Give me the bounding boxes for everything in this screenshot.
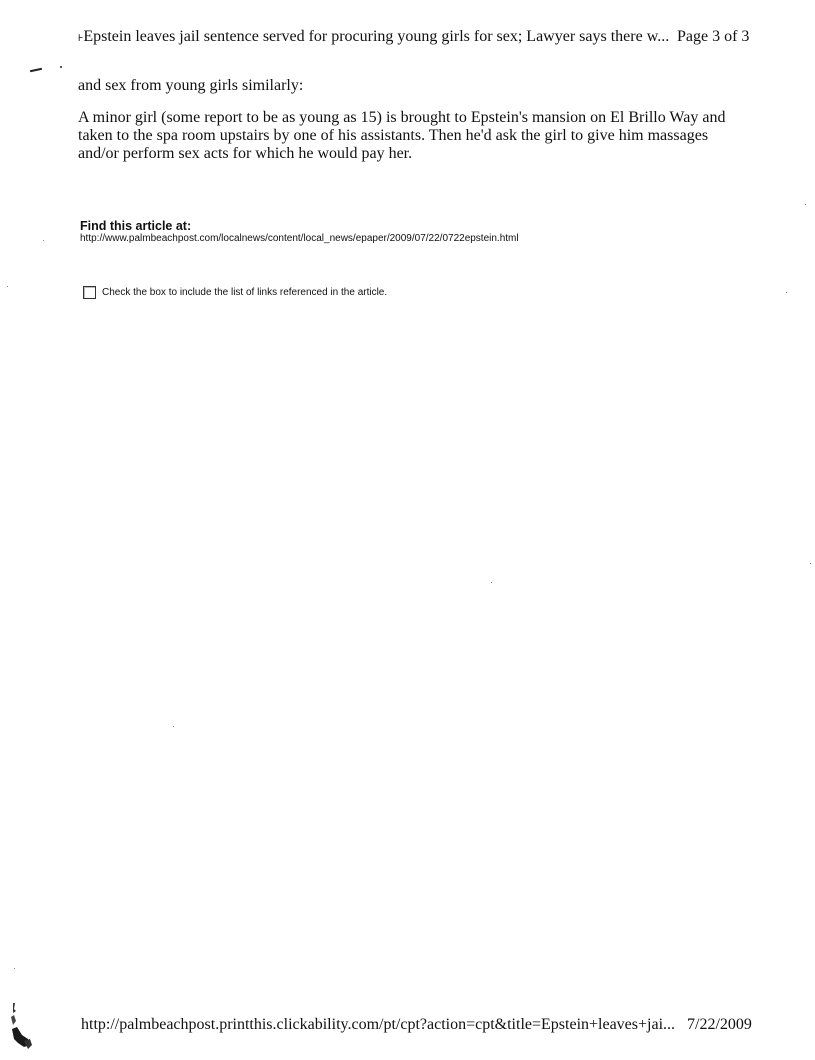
page-header xyxy=(0,28,815,52)
scan-speck xyxy=(805,204,806,205)
scan-speck xyxy=(810,563,811,564)
scan-speck xyxy=(43,240,44,241)
article-paragraph: A minor girl (some report to be as young as 15) is brought to Epstein's mansion on El Brillo Way and taken to the spa room upstairs by one of his assistants. Then he'd ask the girl to give him massages and/or perform sex acts for which he would pay her. xyxy=(78,109,726,162)
scan-speck xyxy=(14,968,15,969)
scan-speck xyxy=(786,292,787,293)
footer-url: http://palmbeachpost.printthis.clickability.com/pt/cpt?action=cpt&title=Epstein+leaves+jai... xyxy=(81,1016,676,1033)
scan-speck xyxy=(7,286,8,287)
footer-date: 7/22/2009 xyxy=(687,1016,752,1033)
scan-mark xyxy=(60,66,62,68)
include-links-checkbox[interactable] xyxy=(83,286,96,299)
scan-artifact xyxy=(8,995,34,1055)
page-footer xyxy=(0,1016,815,1036)
scan-speck xyxy=(491,582,492,583)
find-article-heading: Find this article at: xyxy=(80,219,192,233)
scan-mark xyxy=(30,68,42,72)
article-paragraph: and sex from young girls similarly: xyxy=(78,77,304,94)
include-links-option xyxy=(83,284,387,300)
article-title: ˫Epstein leaves jail sentence served for procuring young girls for sex; Lawyer says there w... xyxy=(78,28,670,45)
page-indicator: Page 3 of 3 xyxy=(677,28,750,45)
article-url-link[interactable]: http://www.palmbeachpost.com/localnews/content/local_news/epaper/2009/07/22/0722epstein.html xyxy=(80,233,519,244)
find-article-block xyxy=(80,219,730,245)
scan-speck xyxy=(173,726,174,727)
article-body xyxy=(78,77,738,163)
include-links-label: Check the box to include the list of links referenced in the article. xyxy=(102,286,388,298)
